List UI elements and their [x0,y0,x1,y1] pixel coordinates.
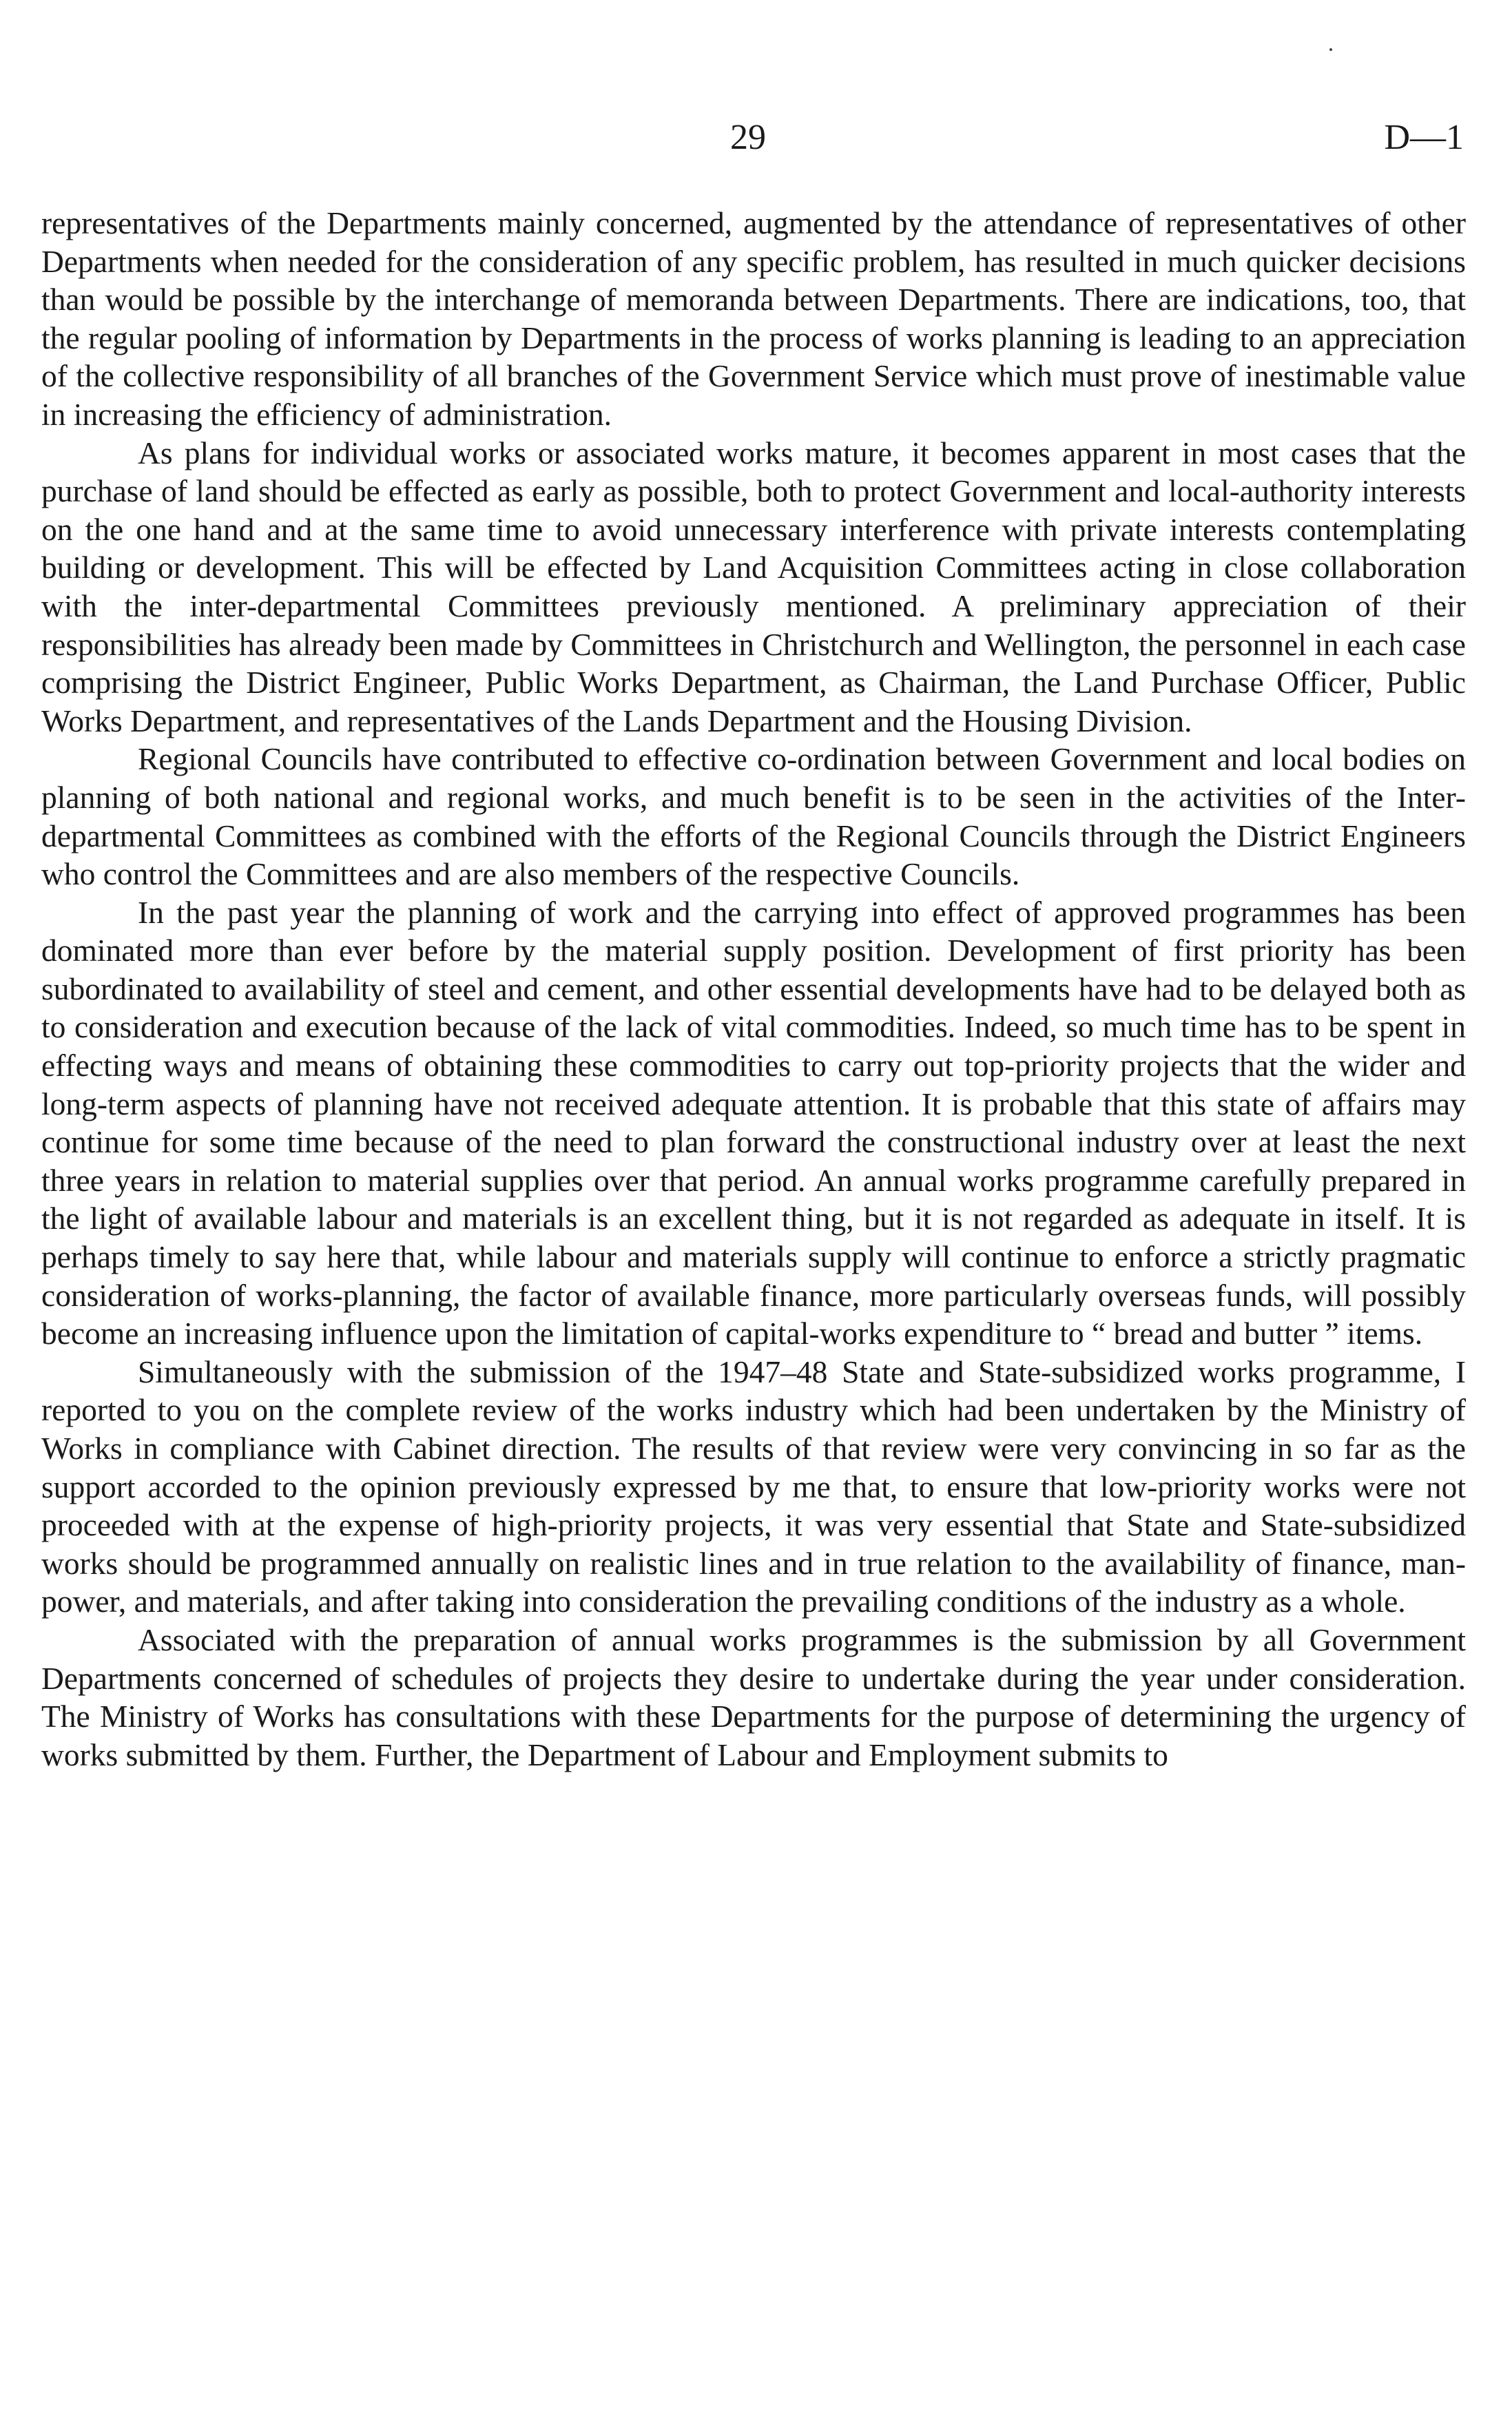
document-reference: D—1 [1384,118,1464,157]
paragraph-land-acquisition: As plans for individual works or associated works mature, it becomes apparent in most cases that the purchase of land should be effected as early as possible, both to protect Government and local-authority interests on the one hand and at the same time to avoid unnecessary interference with private interests contemplating building or development. This will be effected by Land Acquisition Committees acting in close collaboration with the inter-departmental Committees previously mentioned. A preliminary appreciation of their responsibilities has already been made by Committees in Christchurch and Wellington, the personnel in each case comprising the District Engineer, Public Works Department, as Chairman, the Land Purchase Officer, Public Works Department, and representatives of the Lands Department and the Housing Division. [41,435,1466,738]
paragraph-continued: representatives of the Departments mainly concerned, augmented by the attendance of representatives of other Departments when needed for the consideration of any specific problem, has resulted in much quicker decisions than would be possible by the interchange of memoranda between Departments. There are indications, too, that the regular pooling of information by Departments in the process of works planning is leading to an appreciation of the collective responsibility of all branches of the Government Service which must prove of inestimable value in increasing the efficiency of administration. [41,205,1466,432]
paragraph-annual-programmes: Associated with the preparation of annual works programmes is the submission by all Government Departments concerned of schedules of projects they desire to undertake during the year under consideration. The Ministry of Works has consultations with these Departments for the purpose of determining the urgency of works submitted by them. Further, the Department of Labour and Employment submits to [41,1621,1466,1772]
paragraph-material-supply: In the past year the planning of work and the carrying into effect of approved programmes has been dominated more than ever before by the material supply position. Development of first priority has been subordinated to availability of steel and cement, and other essential developments have had to be delayed both as to consideration and execution because of the lack of vital commodities. Indeed, so much time has to be spent in effecting ways and means of obtaining these commodities to carry out top-priority projects that the wider and long-term aspects of planning have not received adequate attention. It is probable that this state of affairs may continue for some time because of the need to plan forward the constructional industry over at least the next three years in relation to material supplies over that period. An annual works programme carefully prepared in the light of available labour and materials is an excellent thing, but it is not regarded as adequate in itself. It is perhaps timely to say here that, while labour and materials supply will continue to enforce a strictly pragmatic consideration of works-planning, the factor of available finance, more particularly overseas funds, will possibly become an increasing influence upon the limitation of capital-works expenditure to “ bread and butter ” items. [41,894,1466,1351]
paragraph-regional-councils: Regional Councils have contributed to effective co-ordination between Government and local bodies on planning of both national and regional works, and much benefit is to be seen in the activities of the Inter-departmental Committees as combined with the efforts of the Regional Councils through the District Engineers who control the Committees and are also members of the respective Councils. [41,741,1466,892]
paragraph-works-review: Simultaneously with the submission of the 1947–48 State and State-subsidized works programme, I reported to you on the complete review of the works industry which had been undertaken by the Ministry of Works in compliance with Cabinet direction. The results of that review were very convincing in so far as the support accorded to the opinion previously expressed by me that, to ensure that low-priority works were not proceeded with at the expense of high-priority projects, it was very essential that State and State-subsidized works should be programmed annually on realistic lines and in true relation to the availability of finance, man-power, and materials, and after taking into consideration the prevailing conditions of the industry as a whole. [41,1354,1466,1619]
scan-speck [1329,48,1332,51]
page-number: 29 [730,118,766,157]
body-text [41,204,1466,1774]
page-header [0,110,1512,165]
